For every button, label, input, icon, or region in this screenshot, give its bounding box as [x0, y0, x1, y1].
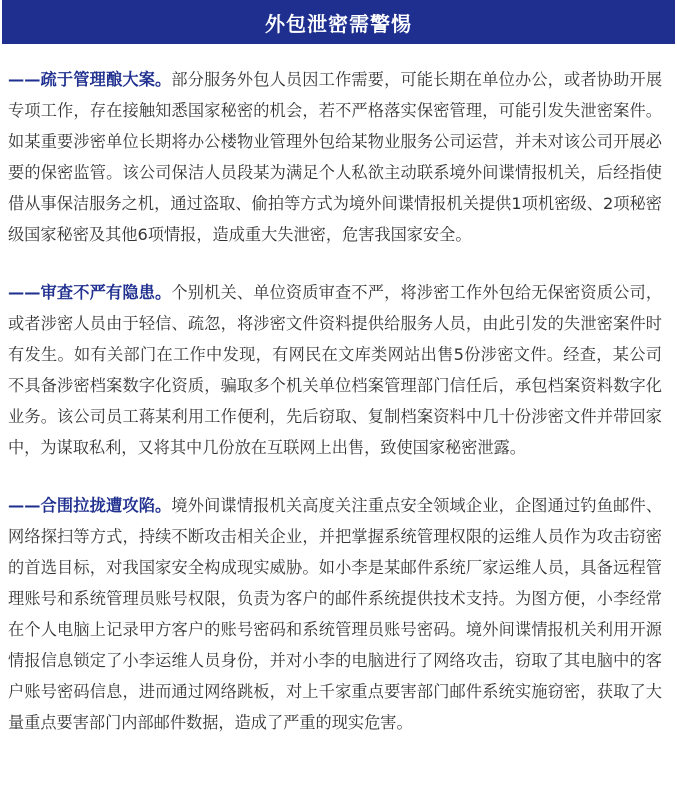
section-heading: ——合围拉拢遭攻陷。: [8, 496, 172, 515]
section-body: 部分服务外包人员因工作需要，可能长期在单位办公，或者协助开展专项工作，存在接触知悉国家秘密的机会，若不严格落实保密管理，可能引发失泄密案件。如某重要涉密单位长期将办公楼物业管理外包给某物业服务公司运营，并未对该公司开展必要的保密监管。该公司保洁人员段某为满足个人私欲主动联系境外间谍情报机关，后经指使借从事保洁服务之机，通过盗取、偷拍等方式为境外间谍情报机关提供1项机密级、2项秘密级国家秘密及其他6项情报，造成重大失泄密，危害我国家安全。: [8, 70, 663, 244]
section-body: 境外间谍情报机关高度关注重点安全领域企业，企图通过钓鱼邮件、网络探扫等方式，持续不断攻击相关企业，并把掌握系统管理权限的运维人员作为攻击窃密的首选目标，对我国家安全构成现实威胁。如小李是某邮件系统厂家运维人员，具备远程管理账号和系统管理员账号权限，负责为客户的邮件系统提供技术支持。为图方便，小李经常在个人电脑上记录甲方客户的账号密码和系统管理员账号密码。境外间谍情报机关利用开源情报信息锁定了小李运维人员身份，并对小李的电脑进行了网络攻击，窃取了其电脑中的客户账号密码信息，进而通过网络跳板，对上千家重点要害部门邮件系统实施窃密，获取了大量重点要害部门内部邮件数据，造成了严重的现实危害。: [8, 496, 663, 732]
article-body: [0, 44, 677, 738]
section-heading: ——疏于管理酿大案。: [8, 70, 172, 89]
section-body: 个别机关、单位资质审查不严，将涉密工作外包给无保密资质公司，或者涉密人员由于轻信、疏忽，将涉密文件资料提供给服务人员，由此引发的失泄密案件时有发生。如有关部门在工作中发现，有网民在文库类网站出售5份涉密文件。经查，某公司不具备涉密档案数字化资质，骗取多个机关单位档案管理部门信任后，承包档案资料数字化业务。该公司员工蒋某利用工作便利，先后窃取、复制档案资料中几十份涉密文件并带回家中，为谋取私利，又将其中几份放在互联网上出售，致使国家秘密泄露。: [8, 283, 663, 457]
section-paragraph: [8, 490, 662, 738]
section-paragraph: [8, 277, 662, 463]
section-paragraph: [8, 64, 662, 250]
page-title: 外包泄密需警惕: [265, 11, 412, 36]
title-banner: [2, 0, 675, 44]
section-heading: ——审查不严有隐患。: [8, 283, 172, 302]
